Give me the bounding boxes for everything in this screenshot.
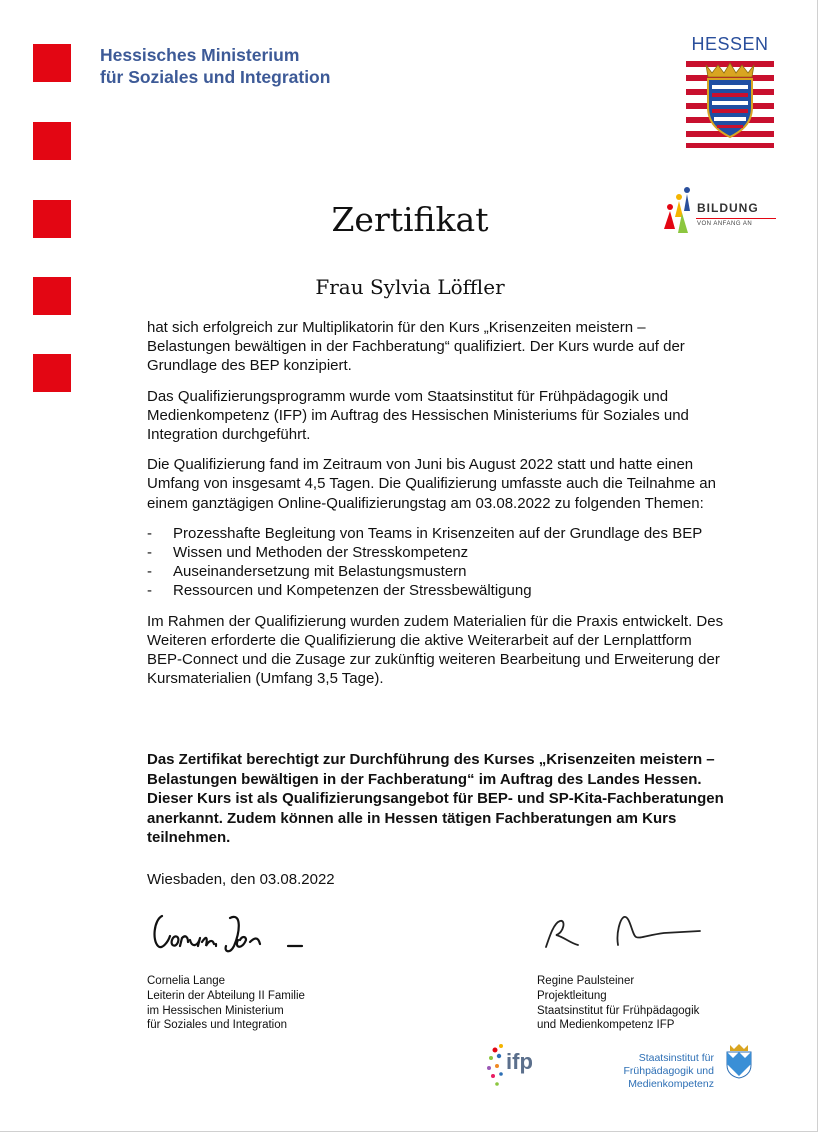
certificate-title: Zertifikat [331, 200, 489, 239]
decor-square [33, 354, 71, 392]
ministry-header [100, 44, 330, 88]
topic-text: Ressourcen und Kompetenzen der Stressbewältigung [173, 582, 532, 600]
ministry-line-2: für Soziales und Integration [100, 67, 331, 87]
topic-item [147, 543, 727, 562]
topic-item [147, 524, 727, 543]
signature-left [150, 902, 310, 962]
topic-bullet: - [147, 524, 152, 542]
authorization-notice: Das Zertifikat berechtigt zur Durchführung des Kurses „Krisenzeiten meistern – Belastungen bewältigen in der Fachberatung“ im Auftrag des Landes Hessen. Dieser Kurs ist als Qualifizierungsangebot für BEP- und SP-Kita-Fachberatungen anerkannt. Zudem können alle in Hessen tätigen Fachberatungen am Kurs teilnehmen. [147, 751, 724, 847]
topic-bullet: - [147, 582, 152, 600]
decor-square [33, 44, 71, 82]
ifp-logo-text: ifp [506, 1049, 533, 1074]
body-paragraph-4: Im Rahmen der Qualifizierung wurden zudem Materialien für die Praxis entwickelt. Des Weiteren erforderte die Qualifizierung die aktive Weiterarbeit auf der Lernplattform BEP-Connect und die Zusage zur zukünftig weiteren Bearbeitung und Erweiterung der Kursmaterialien (Umfang 3,5 Tage). [147, 612, 724, 688]
bildung-logo-text: BILDUNG [697, 201, 759, 215]
topic-text: Wissen und Methoden der Stresskompetenz [173, 544, 469, 562]
signatory-line: Leiterin der Abteilung II Familie [147, 989, 305, 1002]
topic-bullet: - [147, 544, 152, 562]
signatory-line: Projektleitung [537, 989, 607, 1002]
signatory-line: im Hessischen Ministerium [147, 1004, 284, 1017]
body-paragraph-3: Die Qualifizierung fand im Zeitraum von Juni bis August 2022 statt und hatte einen Umfang von insgesamt 4,5 Tagen. Die Qualifizierung umfasste auch die Teilnahme an einem ganztägigen Online-Qualifizierungstag am 03.08.2022 zu folgenden Themen: [147, 456, 716, 512]
institute-line-1: Staatsinstitut für [638, 1052, 714, 1064]
institute-name [538, 1052, 714, 1091]
bavaria-coat-of-arms-icon [724, 1043, 754, 1079]
signatory-name: Cornelia Lange [147, 975, 226, 987]
ministry-line-1: Hessisches Ministerium [100, 45, 300, 65]
place-date: Wiesbaden, den 03.08.2022 [147, 871, 335, 888]
recipient-name: Frau Sylvia Löffler [315, 275, 505, 299]
topic-bullet: - [147, 563, 152, 581]
hessen-logo [686, 34, 774, 154]
topic-list [147, 524, 727, 601]
signatory-line: Staatsinstitut für Frühpädagogik [537, 1004, 700, 1017]
signatory-name: Regine Paulsteiner [537, 975, 635, 987]
body-paragraph-2: Das Qualifizierungsprogramm wurde vom Staatsinstitut für Frühpädagogik und Medienkompetenz (IFP) im Auftrag des Hessischen Ministeriums für Soziales und Integration durchgeführt. [147, 387, 689, 444]
hessen-coat-of-arms-icon [686, 59, 774, 149]
bildung-logo-subtext: VON ANFANG AN [697, 221, 753, 227]
signatory-right [537, 974, 699, 1033]
decor-square [33, 122, 71, 160]
hessen-logo-text: HESSEN [691, 34, 769, 54]
certificate-body [147, 318, 727, 699]
signatory-line: für Soziales und Integration [147, 1019, 288, 1032]
topic-text: Auseinandersetzung mit Belastungsmustern [173, 563, 467, 581]
topic-text: Prozesshafte Begleitung von Teams in Krisenzeiten auf der Grundlage des BEP [173, 524, 703, 542]
topic-item [147, 581, 727, 600]
signatory-left [147, 974, 305, 1033]
signatory-line: und Medienkompetenz IFP [537, 1019, 675, 1032]
signature-right [540, 905, 705, 955]
institute-line-2: Frühpädagogik und Medienkompetenz [623, 1065, 714, 1090]
topic-item [147, 562, 727, 581]
body-paragraph-1: hat sich erfolgreich zur Multiplikatorin für den Kurs „Krisenzeiten meistern – Belastungen bewältigen in der Fachberatung“ qualifiziert. Der Kurs wurde auf der Grundlage des BEP konzipiert. [147, 319, 685, 375]
